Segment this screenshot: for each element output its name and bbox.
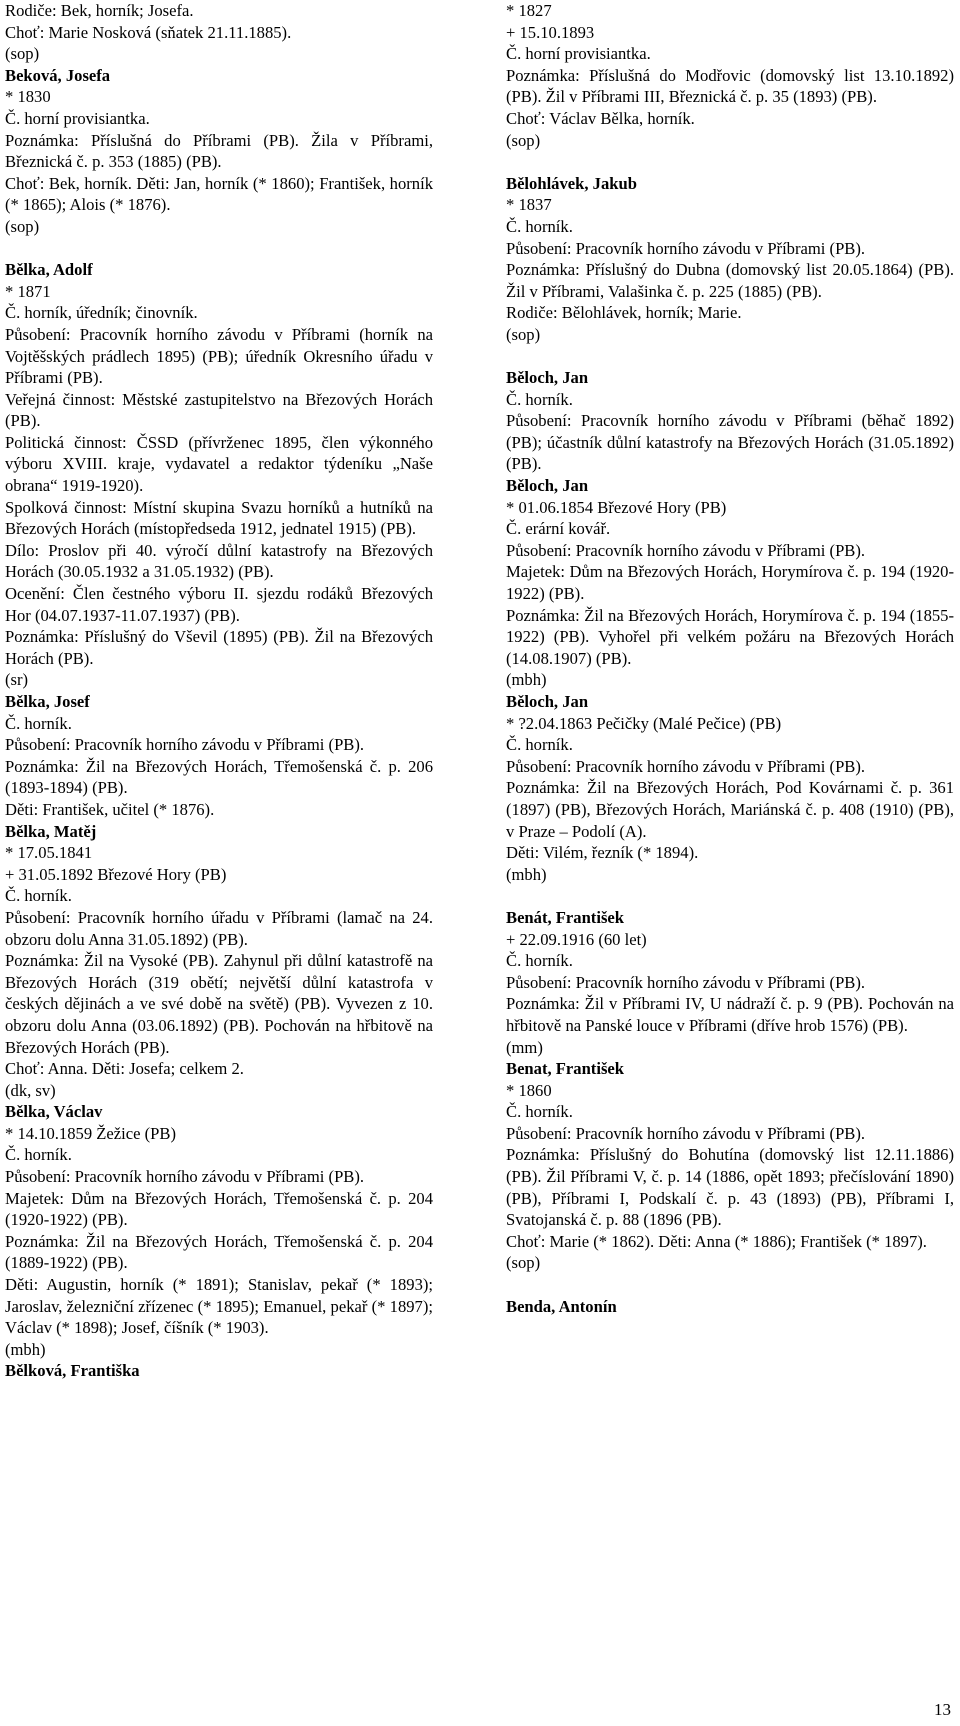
entry-text: Č. horník. xyxy=(506,216,573,236)
entry-text: Rodiče: Bělohlávek, horník; Marie. xyxy=(506,303,742,323)
entry-heading: Běloch, Jan xyxy=(506,368,589,388)
entry-text: Spolková činnost: Místní skupina Svazu horníků a hutníků na Březových Horách (místopředseda 1912, jednatel 1915) (PB). xyxy=(5,497,433,539)
blank-line xyxy=(506,151,954,173)
blank-line xyxy=(506,346,954,368)
entry-text: Působení: Pracovník horního závodu v Příbrami (PB). xyxy=(506,540,866,560)
entry-text: Majetek: Dům na Březových Horách, Třemošenská č. p. 204 (1920-1922) (PB). xyxy=(5,1188,433,1230)
entry-text: Č. horník. xyxy=(5,1145,72,1165)
entry-text: (dk, sv) xyxy=(5,1080,56,1100)
entry-text: Působení: Pracovník horního závodu v Příbrami (PB). xyxy=(506,756,866,776)
entry-text: Č. horník. xyxy=(506,951,573,971)
entry-text: (mm) xyxy=(506,1037,543,1057)
left-column xyxy=(5,0,433,1382)
entry-text: Působení: Pracovník horního závodu v Příbrami (běhač 1892) (PB); účastník důlní katastrofy na Březových Horách (31.05.1892) (PB). xyxy=(506,411,954,474)
entry-text: Poznámka: Příslušný do Vševil (1895) (PB). Žil na Březových Horách (PB). xyxy=(5,627,433,668)
entry-text: Dílo: Proslov při 40. výročí důlní katastrofy na Březových Horách (30.05.1932 a 31.05.1932) (PB). xyxy=(5,540,433,582)
entry-text: * ?2.04.1863 Pečičky (Malé Pečice) (PB) xyxy=(506,713,782,733)
entry-text: Působení: Pracovník horního závodu v Příbrami (PB). xyxy=(506,1123,866,1143)
entry-text: Č. horní provisiantka. xyxy=(5,108,150,128)
blank-line xyxy=(506,1274,954,1296)
blank-line xyxy=(5,238,433,260)
entry-text: Choť: Marie (* 1862). Děti: Anna (* 1886); František (* 1897). xyxy=(506,1231,927,1251)
entry-text: Poznámka: Příslušný do Bohutína (domovský list 12.11.1886) (PB). Žil Příbrami V, č. p. 14 (1886, opět 1893; přečíslování 1890) (PB), Příbrami I, Podskalí č. p. 43 (1893) (PB), Příbrami I, Svatojanská č. p. 88 (1896 (PB). xyxy=(506,1145,954,1230)
right-column xyxy=(506,0,954,1317)
entry-text: (sop) xyxy=(5,216,40,236)
entry-text: Děti: Augustin, horník (* 1891); Stanislav, pekař (* 1893); Jaroslav, železniční zřízenec (* 1895); Emanuel, pekař (* 1897); Václav (* 1898); Josef, číšník (* 1903). xyxy=(5,1275,433,1338)
entry-text: * 1837 xyxy=(506,195,552,215)
entry-text: Č. horní provisiantka. xyxy=(506,44,651,64)
entry-text: + 31.05.1892 Březové Hory (PB) xyxy=(5,864,227,884)
entry-text: (mbh) xyxy=(506,864,547,884)
entry-text: Poznámka: Příslušná do Příbrami (PB). Žila v Příbrami, Březnická č. p. 353 (1885) (PB). xyxy=(5,130,433,172)
entry-text: (mbh) xyxy=(5,1339,46,1359)
entry-text: Působení: Pracovník horního závodu v Příbrami (PB). xyxy=(5,735,365,755)
entry-heading: Bělka, Matěj xyxy=(5,821,97,841)
entry-text: Poznámka: Žil na Březových Horách, Pod Kovárnami č. p. 361 (1897) (PB), Březových Horách, Mariánská č. p. 408 (1910) (PB), v Praze – Podolí (A). xyxy=(506,778,954,841)
entry-text: Rodiče: Bek, horník; Josefa. xyxy=(5,1,194,20)
entry-text: (sr) xyxy=(5,670,29,690)
entry-text: Č. horník, úředník; činovník. xyxy=(5,303,198,323)
entry-heading: Bělka, Václav xyxy=(5,1102,103,1122)
entry-text: (sop) xyxy=(506,130,541,150)
entry-text: (sop) xyxy=(506,324,541,344)
entry-text: Č. horník. xyxy=(506,389,573,409)
entry-text: * 1827 xyxy=(506,1,552,20)
entry-heading: Beková, Josefa xyxy=(5,65,111,85)
entry-text: Děti: Vilém, řezník (* 1894). xyxy=(506,843,699,863)
entry-text: * 1860 xyxy=(506,1080,552,1100)
entry-text: Choť: Václav Bělka, horník. xyxy=(506,108,695,128)
entry-text: Č. erární kovář. xyxy=(506,519,611,539)
entry-text: (sop) xyxy=(5,44,40,64)
entry-text: (sop) xyxy=(506,1253,541,1273)
entry-text: Poznámka: Žil na Březových Horách, Třemošenská č. p. 206 (1893-1894) (PB). xyxy=(5,756,433,798)
entry-text: * 01.06.1854 Březové Hory (PB) xyxy=(506,497,727,517)
entry-text: Poznámka: Žil na Březových Horách, Horymírova č. p. 194 (1855-1922) (PB). Vyhořel při velkém požáru na Březových Horách (14.08.1907) (PB). xyxy=(506,605,954,668)
entry-text: Choť: Bek, horník. Děti: Jan, horník (* 1860); František, horník (* 1865); Alois (* 1876). xyxy=(5,173,433,215)
entry-heading: Bělohlávek, Jakub xyxy=(506,173,637,193)
entry-heading: Bělka, Adolf xyxy=(5,260,93,280)
entry-heading: Bělková, Františka xyxy=(5,1361,140,1381)
entry-text: Působení: Pracovník horního závodu v Příbrami (PB). xyxy=(506,972,866,992)
entry-text: Veřejná činnost: Městské zastupitelstvo na Březových Horách (PB). xyxy=(5,389,433,431)
entry-text: Č. horník. xyxy=(5,713,72,733)
entry-text: Poznámka: Žil v Příbrami IV, U nádraží č. p. 9 (PB). Pochován na hřbitově na Panské louce v Příbrami (dříve hrob 1576) (PB). xyxy=(506,994,954,1035)
entry-text: * 1830 xyxy=(5,87,51,107)
entry-text: Působení: Pracovník horního závodu v Příbrami (PB). xyxy=(506,238,866,258)
entry-text: Politická činnost: ČSSD (přívrženec 1895, člen výkonného výboru XVIII. kraje, vydavatel a redaktor týdeníku „Naše obrana“ 1919-1920). xyxy=(5,432,433,496)
page-number: 13 xyxy=(934,1700,951,1719)
entry-text: + 15.10.1893 xyxy=(506,22,595,42)
entry-text: Působení: Pracovník horního závodu v Příbrami (horník na Vojtěšských prádlech 1895) (PB); úředník Okresního úřadu v Příbrami (PB). xyxy=(5,324,433,388)
entry-text: Majetek: Dům na Březových Horách, Horymírova č. p. 194 (1920-1922) (PB). xyxy=(506,562,954,604)
entry-text: Č. horník. xyxy=(506,735,573,755)
entry-text: Působení: Pracovník horního úřadu v Příbrami (lamač na 24. obzoru dolu Anna 31.05.1892) (PB). xyxy=(5,907,433,949)
entry-heading: Benat, František xyxy=(506,1059,624,1079)
blank-line xyxy=(506,885,954,907)
entry-heading: Benát, František xyxy=(506,907,624,927)
entry-text: Choť: Marie Nosková (sňatek 21.11.1885). xyxy=(5,22,292,42)
entry-text: Poznámka: Žil na Březových Horách, Třemošenská č. p. 204 (1889-1922) (PB). xyxy=(5,1231,433,1273)
entry-heading: Bělka, Josef xyxy=(5,692,90,711)
entry-text: * 17.05.1841 xyxy=(5,843,93,863)
entry-heading: Běloch, Jan xyxy=(506,692,589,711)
entry-text: Poznámka: Příslušný do Dubna (domovský list 20.05.1864) (PB). Žil v Příbrami, Valašinka č. p. 225 (1885) (PB). xyxy=(506,260,954,301)
entry-text: Poznámka: Příslušná do Modřovic (domovský list 13.10.1892) (PB). Žil v Příbrami III, Březnická č. p. 35 (1893) (PB). xyxy=(506,65,954,107)
entry-text: Působení: Pracovník horního závodu v Příbrami (PB). xyxy=(5,1167,365,1187)
entry-text: Poznámka: Žil na Vysoké (PB). Zahynul při důlní katastrofě na Březových Horách (319 obětí; největší důlní katastrofa v českých dějinách a ve své době na světě) (PB). Vyvezen z 10. obzoru dolu Anna (03.06.1892) (PB). Pochován na hřbitově na Březových Horách (PB). xyxy=(5,951,433,1057)
entry-text: + 22.09.1916 (60 let) xyxy=(506,929,647,949)
entry-text: Děti: František, učitel (* 1876). xyxy=(5,799,215,819)
entry-text: Choť: Anna. Děti: Josefa; celkem 2. xyxy=(5,1059,244,1079)
entry-text: Č. horník. xyxy=(506,1102,573,1122)
entry-text: * 1871 xyxy=(5,281,51,301)
entry-heading: Benda, Antonín xyxy=(506,1296,617,1316)
entry-heading: Běloch, Jan xyxy=(506,476,589,496)
entry-text: Ocenění: Člen čestného výboru II. sjezdu rodáků Březových Hor (04.07.1937-11.07.1937) (PB). xyxy=(5,584,433,625)
entry-text: * 14.10.1859 Žežice (PB) xyxy=(5,1123,176,1143)
entry-text: (mbh) xyxy=(506,670,547,690)
entry-text: Č. horník. xyxy=(5,886,72,906)
